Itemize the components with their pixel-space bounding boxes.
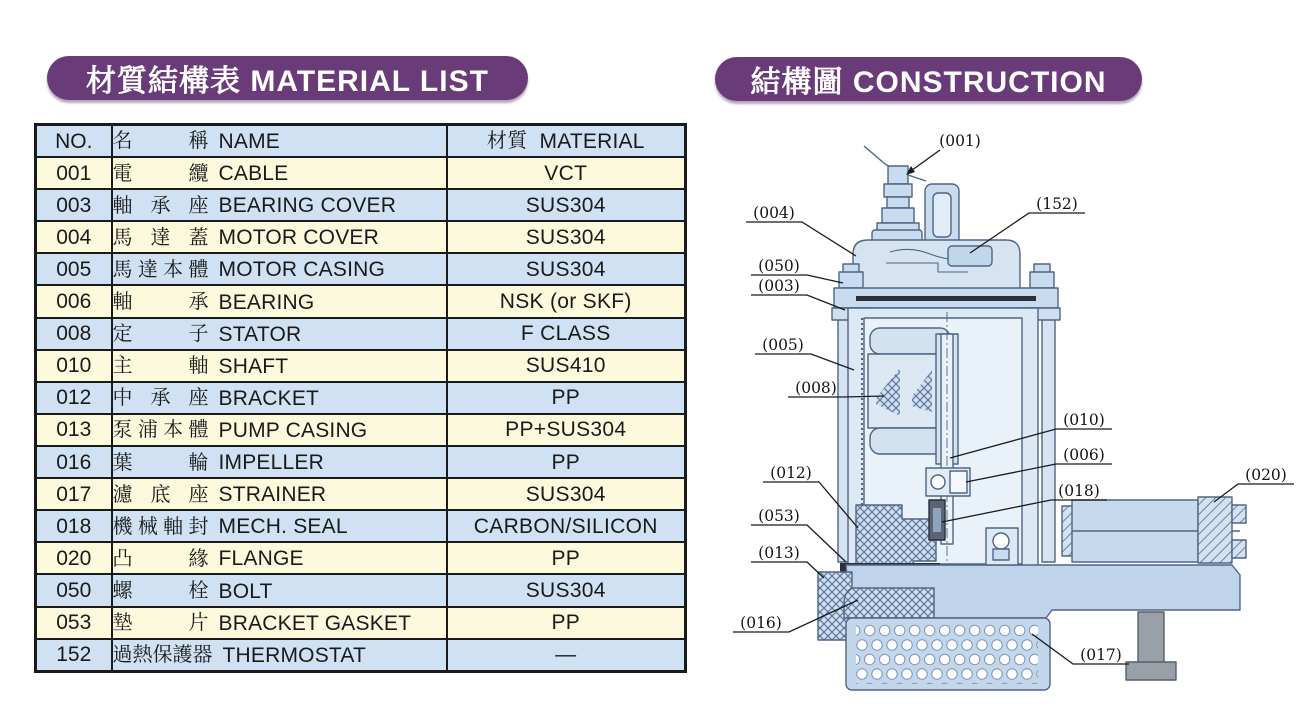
table-row-003 <box>36 189 686 221</box>
cell-no: 152 <box>36 639 112 672</box>
cell-name-zh: 定子 <box>112 323 209 346</box>
part-label-013: (013) <box>758 544 800 562</box>
header-material-en: MATERIAL <box>539 129 645 153</box>
table-row-012 <box>36 382 686 414</box>
cell-no: 020 <box>36 542 112 574</box>
part-label-020: (020) <box>1245 466 1287 484</box>
cell-no: 006 <box>36 285 112 317</box>
impeller <box>844 588 934 618</box>
cell-name-en: BEARING COVER <box>218 194 397 218</box>
cell-material: — <box>447 639 686 672</box>
part-label-018: (018) <box>1058 482 1100 500</box>
mech-seal <box>929 500 945 540</box>
material-list-title: 材質結構表 MATERIAL LIST <box>86 65 489 98</box>
part-label-008: (008) <box>795 379 837 397</box>
cell-material: F CLASS <box>447 318 686 350</box>
cell-name-zh: 中承座 <box>112 387 209 410</box>
material-list-table <box>34 123 687 673</box>
cell-name-en: BOLT <box>218 579 273 603</box>
part-label-050: (050) <box>758 257 800 275</box>
cell-name <box>112 478 447 510</box>
cell-material: SUS304 <box>447 189 686 221</box>
support-leg <box>1126 612 1176 680</box>
cell-name-zh: 機械軸封 <box>112 515 209 538</box>
strainer <box>846 618 1050 690</box>
cell-no: 053 <box>36 607 112 639</box>
cell-material: SUS304 <box>447 253 686 285</box>
cell-no: 003 <box>36 189 112 221</box>
table-row-018 <box>36 510 686 542</box>
part-label-017: (017) <box>1080 646 1122 664</box>
cell-name <box>112 382 447 414</box>
table-row-017 <box>36 478 686 510</box>
cell-name-en: IMPELLER <box>218 451 324 475</box>
cell-no: 001 <box>36 157 112 189</box>
cell-material: PP <box>447 382 686 414</box>
cell-name-zh: 過熱保護器 <box>112 644 213 667</box>
cell-name-en: CABLE <box>218 162 289 186</box>
cell-name-zh: 軸承 <box>112 290 209 313</box>
cell-name <box>112 253 447 285</box>
cell-material: VCT <box>447 157 686 189</box>
header-name <box>112 125 447 158</box>
discharge-flange <box>1062 497 1246 563</box>
cell-no: 012 <box>36 382 112 414</box>
part-label-010: (010) <box>1063 411 1105 429</box>
cell-name <box>112 414 447 446</box>
cell-name-zh: 凸緣 <box>112 547 209 570</box>
cell-name <box>112 285 447 317</box>
cell-name-zh: 螺栓 <box>112 579 209 602</box>
cell-no: 016 <box>36 446 112 478</box>
cell-material: PP <box>447 607 686 639</box>
cell-name <box>112 639 447 672</box>
cell-name-zh: 主軸 <box>112 355 209 378</box>
cell-material: CARBON/SILICON <box>447 510 686 542</box>
table-row-050 <box>36 574 686 606</box>
cell-name-en: STATOR <box>218 322 302 346</box>
cell-name-zh: 馬達蓋 <box>112 226 209 249</box>
header-name-en: NAME <box>218 129 280 153</box>
cell-name-en: MOTOR COVER <box>218 226 379 250</box>
leader-004 <box>746 222 856 256</box>
cell-no: 018 <box>36 510 112 542</box>
cell-no: 008 <box>36 318 112 350</box>
table-row-016 <box>36 446 686 478</box>
cell-name-zh: 電纜 <box>112 162 209 185</box>
table-row-013 <box>36 414 686 446</box>
cell-name-en: STRAINER <box>218 483 327 507</box>
pump-drawing <box>818 146 1246 690</box>
cell-name-zh: 濾底座 <box>112 483 209 506</box>
part-label-005: (005) <box>762 336 804 354</box>
part-label-016: (016) <box>740 614 782 632</box>
cell-name-en: BEARING <box>218 290 315 314</box>
bearing <box>926 468 970 496</box>
cell-name <box>112 157 447 189</box>
header-name-zh: 名稱 <box>112 130 209 153</box>
part-label-006: (006) <box>1063 446 1105 464</box>
cell-material: SUS304 <box>447 478 686 510</box>
table-row-053 <box>36 607 686 639</box>
cell-material: SUS304 <box>447 221 686 253</box>
header-material <box>447 125 686 158</box>
cell-material: SUS304 <box>447 574 686 606</box>
table-header-row <box>36 125 686 158</box>
cell-name-en: MOTOR CASING <box>218 258 386 282</box>
cell-no: 013 <box>36 414 112 446</box>
leader-003 <box>751 295 845 310</box>
leader-013 <box>751 562 824 578</box>
cell-name-zh: 軸承座 <box>112 194 209 217</box>
cell-no: 004 <box>36 221 112 253</box>
cell-name-en: BRACKET GASKET <box>218 611 412 635</box>
cell-name-en: SHAFT <box>218 354 289 378</box>
part-label-152: (152) <box>1036 195 1078 213</box>
part-label-004: (004) <box>753 204 795 222</box>
construction-title: 結構圖 CONSTRUCTION <box>750 66 1107 99</box>
cell-material: PP <box>447 446 686 478</box>
cell-name-zh: 墊片 <box>112 612 209 635</box>
table-row-005 <box>36 253 686 285</box>
header-no: NO. <box>36 125 112 158</box>
cell-no: 050 <box>36 574 112 606</box>
table-row-004 <box>36 221 686 253</box>
cell-name-en: BRACKET <box>218 386 320 410</box>
construction-diagram <box>690 100 1310 708</box>
cell-name-en: PUMP CASING <box>218 418 368 442</box>
part-label-003: (003) <box>758 277 800 295</box>
cell-name-en: MECH. SEAL <box>218 515 348 539</box>
table-row-006 <box>36 285 686 317</box>
cell-name-zh: 馬達本體 <box>112 258 209 281</box>
cell-name-zh: 葉輪 <box>112 451 209 474</box>
table-row-008 <box>36 318 686 350</box>
cell-name <box>112 221 447 253</box>
cell-name <box>112 189 447 221</box>
table-row-152 <box>36 639 686 672</box>
cell-name-en: FLANGE <box>218 547 304 571</box>
table-row-001 <box>36 157 686 189</box>
cell-material: PP+SUS304 <box>447 414 686 446</box>
cell-name-zh: 泵浦本體 <box>112 419 209 442</box>
cell-material: SUS410 <box>447 350 686 382</box>
part-label-012: (012) <box>770 464 812 482</box>
table-row-010 <box>36 350 686 382</box>
cell-name-en: THERMOSTAT <box>222 643 367 667</box>
cell-name <box>112 607 447 639</box>
cell-name <box>112 542 447 574</box>
table-row-020 <box>36 542 686 574</box>
cell-material: NSK (or SKF) <box>447 285 686 317</box>
construction-title-badge <box>715 57 1142 101</box>
cell-no: 017 <box>36 478 112 510</box>
thermostat <box>948 246 992 266</box>
cell-name <box>112 350 447 382</box>
cell-name <box>112 574 447 606</box>
header-material-zh: 材質 <box>486 130 528 153</box>
cell-name <box>112 510 447 542</box>
part-label-053: (053) <box>758 507 800 525</box>
cell-no: 010 <box>36 350 112 382</box>
cell-name <box>112 446 447 478</box>
part-label-001: (001) <box>939 132 981 150</box>
cell-name <box>112 318 447 350</box>
cell-no: 005 <box>36 253 112 285</box>
cell-material: PP <box>447 542 686 574</box>
material-list-title-badge <box>47 56 528 100</box>
